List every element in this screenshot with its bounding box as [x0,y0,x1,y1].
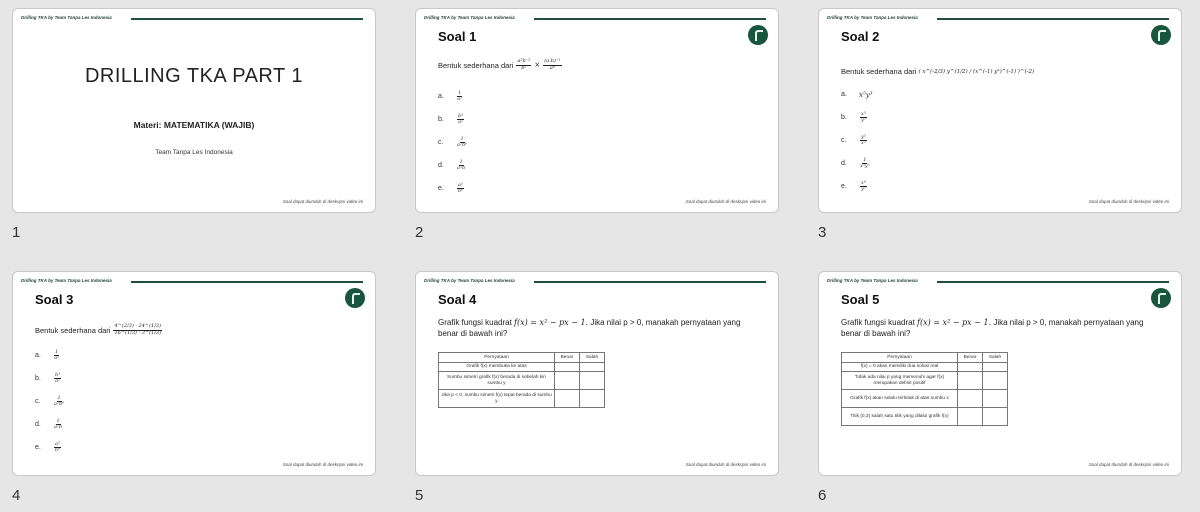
slide-header: Drilling TKA by Team Tanpa Les Indonesia [21,278,112,283]
answer-option: a. $\frac{1}{\text{a²}}$ [438,89,463,102]
question-text [438,59,563,71]
expression-fraction: $\frac{\text{a²b⁻²}}{\text{b³}}$ [517,58,531,71]
answer-option: d. $\frac{1}{\text{a²b}}$ [438,158,466,171]
slide-number: 2 [415,224,424,241]
answer-true-cell[interactable] [555,390,580,408]
question-title: Soal 1 [438,29,477,44]
header-rule [131,18,363,20]
question-title: Soal 3 [35,292,74,307]
answer-option: b. $\frac{\text{x⁵}}{\text{y⁵}}$ [841,110,866,123]
column-header-statement: Pernyataan [439,353,555,363]
answer-option: c. $\frac{1}{\text{a²b⁶}}$ [35,394,65,407]
question-suffix: Jika nilai p > 0, manakah pernyataan yang benar di bawah ini? [438,318,741,338]
table-row [439,390,605,408]
slide-footer: Soal dapat diunduh di deskripsi video ini [1088,462,1169,467]
answer-true-cell[interactable] [958,363,983,372]
answer-option: c. $\frac{\text{y⁵}}{\text{x⁵}}$ [841,133,866,146]
expression-fraction: $\frac{\text{(a.b)⁻¹}}{\text{a⁴}}$ [544,58,561,71]
slide-number: 3 [818,224,827,241]
function-expression: f(x) = x² − px − 1. [917,318,992,327]
function-expression: f(x) = x² − px − 1. [514,318,589,327]
presentation-author: Team Tanpa Les Indonesia [155,149,233,156]
answer-false-cell[interactable] [983,408,1008,426]
slide-header: Drilling TKA by Team Tanpa Les Indonesia [424,278,515,283]
slide-header: Drilling TKA by Team Tanpa Les Indonesia [21,15,112,20]
answer-true-cell[interactable] [958,372,983,390]
answer-option: e. $\frac{\text{a²}}{\text{b⁶}}$ [438,181,464,194]
answer-option: b. $\frac{\text{b³}}{\text{a²}}$ [35,371,61,384]
slide-thumbnail-1[interactable] [12,8,376,213]
question-prompt: Bentuk sederhana dari [35,325,111,335]
answer-option: e. $\frac{\text{x⁴}}{\text{y⁵}}$ [841,179,866,192]
answer-option: a. $\frac{1}{\text{a²}}$ [35,348,60,361]
question-title: Soal 4 [438,292,477,307]
statement-cell: Tidak ada nilai p yang memenuhi agar f(x) merupakan definit positif [842,372,958,390]
expression-fraction: $\frac{4\^{}(2/3) \cdot 24\^{}(1/3)}{16\^{}(1/3) \cdot 3\^{}(1/3)}$ [114,323,162,336]
question-prefix: Grafik fungsi kuadrat [438,318,512,327]
answer-true-cell[interactable] [555,372,580,390]
statement-cell: Jika p < 0, sumbu simetri f(x) tepat berada di sumbu y [439,390,555,408]
question-text [35,324,163,336]
question-title: Soal 2 [841,29,880,44]
answer-option: d. $\frac{1}{\text{x⁵y³}}$ [841,156,870,169]
answer-options [35,344,65,459]
slide-footer: Soal dapat diunduh di deskripsi video ini [685,199,766,204]
answer-true-cell[interactable] [958,390,983,408]
logo-icon [1151,288,1171,308]
question-text [841,318,1161,339]
column-header-true: Benar [958,353,983,363]
answer-option: c. $\frac{1}{\text{a²b⁶}}$ [438,135,468,148]
column-header-true: Benar [555,353,580,363]
column-header-statement: Pernyataan [842,353,958,363]
question-prompt: Bentuk sederhana dari [841,67,917,76]
slide-header: Drilling TKA by Team Tanpa Les Indonesia [827,278,918,283]
slide-thumbnail-4[interactable] [12,271,376,476]
answer-true-cell[interactable] [958,408,983,426]
question-prefix: Grafik fungsi kuadrat [841,318,915,327]
statement-table [438,352,605,408]
answer-false-cell[interactable] [580,390,605,408]
question-text [841,67,1034,76]
table-row [842,363,1008,372]
multiply-operator: × [534,61,541,69]
statement-cell: Sumbu simetri grafik f(x) berada di sebelah kiri sumbu y [439,372,555,390]
answer-option: d. $\frac{1}{\text{a²b}}$ [35,417,63,430]
column-header-false: Salah [580,353,605,363]
slide-number: 1 [12,224,21,241]
statement-table [841,352,1008,426]
expression: ( x^(-2/3) y^(1/2) / (x^(-1) y²)^(-1) )^(-2) [918,68,1035,75]
slide-footer: Soal dapat diunduh di deskripsi video ini [282,462,363,467]
slide-footer: Soal dapat diunduh di deskripsi video ini [685,462,766,467]
header-rule [534,281,766,283]
slide-footer: Soal dapat diunduh di deskripsi video ini [1088,199,1169,204]
table-row [439,372,605,390]
answer-option: a. x⁵y³ [841,90,873,99]
slide-thumbnail-2[interactable] [415,8,779,213]
answer-false-cell[interactable] [983,390,1008,408]
statement-cell: Titik (0,3) salah satu titik yang dilalui grafik f(x) [842,408,958,426]
table-row [439,363,605,372]
question-prompt: Bentuk sederhana dari [438,60,514,70]
slide-number: 6 [818,487,827,504]
slide-number: 4 [12,487,21,504]
question-suffix: Jika nilai p > 0, manakah pernyataan yang benar di bawah ini? [841,318,1144,338]
statement-cell: f(x) = 0 akan memiliki dua solusi real [842,363,958,372]
answer-option: b. $\frac{\text{b³}}{\text{a²}}$ [438,112,464,125]
answer-option: e. $\frac{\text{a²}}{\text{b⁶}}$ [35,440,61,453]
slide-footer: Soal dapat diunduh di deskripsi video ini [282,199,363,204]
logo-icon [1151,25,1171,45]
slide-thumbnail-6[interactable] [818,271,1182,476]
answer-true-cell[interactable] [555,363,580,372]
answer-options [438,85,468,200]
answer-false-cell[interactable] [983,372,1008,390]
slide-header: Drilling TKA by Team Tanpa Les Indonesia [424,15,515,20]
answer-false-cell[interactable] [580,363,605,372]
slide-header: Drilling TKA by Team Tanpa Les Indonesia [827,15,918,20]
table-row [842,390,1008,408]
table-row [842,372,1008,390]
statement-cell: Grafik f(x) membuka ke atas [439,363,555,372]
table-row [842,408,1008,426]
question-title: Soal 5 [841,292,880,307]
header-rule [534,18,766,20]
question-text [438,318,758,339]
logo-icon [748,25,768,45]
logo-icon [345,288,365,308]
presentation-subtitle: Materi: MATEMATIKA (WAJIB) [133,120,255,130]
header-rule [937,281,1169,283]
slide-thumbnail-3[interactable] [818,8,1182,213]
slide-thumbnail-5[interactable] [415,271,779,476]
column-header-false: Salah [983,353,1008,363]
answer-false-cell[interactable] [983,363,1008,372]
header-rule [131,281,363,283]
statement-cell: Grafik f(x) akan selalu terletak di atas sumbu x [842,390,958,408]
presentation-title: DRILLING TKA PART 1 [84,65,304,87]
slide-number: 5 [415,487,424,504]
answer-options [841,83,873,198]
header-rule [937,18,1169,20]
answer-false-cell[interactable] [580,372,605,390]
